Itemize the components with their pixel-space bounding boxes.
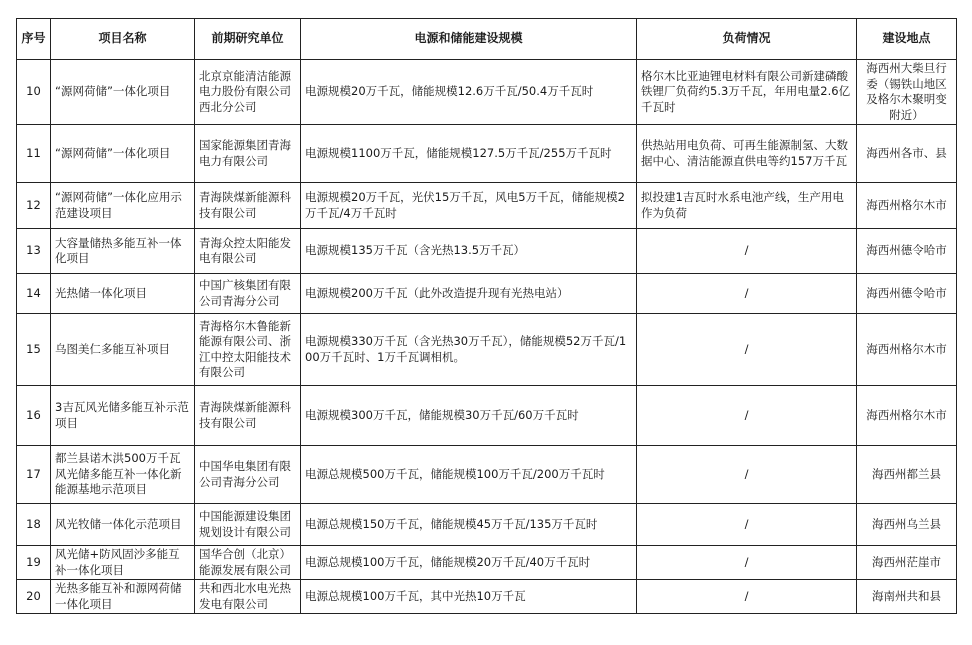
cell-project-name: 大容量储热多能互补一体化项目	[51, 229, 195, 274]
cell-no: 18	[17, 504, 51, 546]
cell-project-name: 乌图美仁多能互补项目	[51, 314, 195, 386]
cell-no: 17	[17, 446, 51, 504]
cell-scale: 电源总规模500万千瓦，储能规模100万千瓦/200万千瓦时	[301, 446, 637, 504]
cell-research-unit: 青海格尔木鲁能新能源有限公司、浙江中控太阳能技术有限公司	[195, 314, 301, 386]
cell-project-name: 3吉瓦风光储多能互补示范项目	[51, 386, 195, 446]
project-table	[16, 18, 957, 614]
cell-research-unit: 国华合创（北京）能源发展有限公司	[195, 546, 301, 580]
cell-load: /	[637, 274, 857, 314]
header-no: 序号	[17, 19, 51, 60]
cell-research-unit: 青海陕煤新能源科技有限公司	[195, 386, 301, 446]
cell-scale: 电源总规模100万千瓦，储能规模20万千瓦/40万千瓦时	[301, 546, 637, 580]
cell-load: /	[637, 546, 857, 580]
cell-no: 19	[17, 546, 51, 580]
cell-no: 13	[17, 229, 51, 274]
cell-project-name: 光热多能互补和源网荷储一体化项目	[51, 580, 195, 614]
cell-research-unit: 北京京能清洁能源电力股份有限公司西北分公司	[195, 60, 301, 125]
cell-scale: 电源规模20万千瓦，光伏15万千瓦，风电5万千瓦，储能规模2万千瓦/4万千瓦时	[301, 183, 637, 229]
cell-research-unit: 共和西北水电光热发电有限公司	[195, 580, 301, 614]
header-location: 建设地点	[857, 19, 957, 60]
cell-project-name: 风光牧储一体化示范项目	[51, 504, 195, 546]
cell-load: 供热站用电负荷、可再生能源制氢、大数据中心、清洁能源直供电等约157万千瓦	[637, 125, 857, 183]
table-row	[17, 504, 957, 546]
table-row	[17, 446, 957, 504]
cell-research-unit: 中国能源建设集团规划设计有限公司	[195, 504, 301, 546]
cell-load: /	[637, 580, 857, 614]
cell-no: 10	[17, 60, 51, 125]
table-row	[17, 60, 957, 125]
cell-project-name: “源网荷储”一体化应用示范建设项目	[51, 183, 195, 229]
cell-load: /	[637, 446, 857, 504]
cell-location: 海西州格尔木市	[857, 314, 957, 386]
cell-scale: 电源规模1100万千瓦，储能规模127.5万千瓦/255万千瓦时	[301, 125, 637, 183]
table-row	[17, 274, 957, 314]
cell-no: 16	[17, 386, 51, 446]
cell-project-name: 光热储一体化项目	[51, 274, 195, 314]
table-row	[17, 314, 957, 386]
cell-no: 11	[17, 125, 51, 183]
cell-project-name: 都兰县诺木洪500万千瓦风光储多能互补一体化新能源基地示范项目	[51, 446, 195, 504]
cell-research-unit: 国家能源集团青海电力有限公司	[195, 125, 301, 183]
cell-scale: 电源规模20万千瓦，储能规模12.6万千瓦/50.4万千瓦时	[301, 60, 637, 125]
cell-no: 12	[17, 183, 51, 229]
cell-load: /	[637, 314, 857, 386]
cell-load: 格尔木比亚迪锂电材料有限公司新建磷酸铁锂厂负荷约5.3万千瓦，年用电量2.6亿千瓦时	[637, 60, 857, 125]
table-row	[17, 183, 957, 229]
table-row	[17, 229, 957, 274]
cell-location: 海西州都兰县	[857, 446, 957, 504]
cell-location: 海西州乌兰县	[857, 504, 957, 546]
cell-scale: 电源总规模100万千瓦，其中光热10万千瓦	[301, 580, 637, 614]
cell-research-unit: 青海陕煤新能源科技有限公司	[195, 183, 301, 229]
cell-location: 海西州格尔木市	[857, 386, 957, 446]
header-research-unit: 前期研究单位	[195, 19, 301, 60]
cell-scale: 电源规模200万千瓦（此外改造提升现有光热电站）	[301, 274, 637, 314]
table-header-row	[17, 19, 957, 60]
cell-research-unit: 青海众控太阳能发电有限公司	[195, 229, 301, 274]
cell-scale: 电源规模330万千瓦（含光热30万千瓦），储能规模52万千瓦/100万千瓦时、1万千瓦调相机。	[301, 314, 637, 386]
cell-location: 海西州格尔木市	[857, 183, 957, 229]
cell-project-name: “源网荷储”一体化项目	[51, 125, 195, 183]
cell-location: 海西州德令哈市	[857, 274, 957, 314]
cell-scale: 电源规模135万千瓦（含光热13.5万千瓦）	[301, 229, 637, 274]
cell-load: /	[637, 229, 857, 274]
cell-project-name: 风光储+防风固沙多能互补一体化项目	[51, 546, 195, 580]
cell-load: /	[637, 386, 857, 446]
table-row	[17, 386, 957, 446]
cell-location: 海西州各市、县	[857, 125, 957, 183]
cell-research-unit: 中国华电集团有限公司青海分公司	[195, 446, 301, 504]
table-row	[17, 546, 957, 580]
header-load: 负荷情况	[637, 19, 857, 60]
cell-no: 20	[17, 580, 51, 614]
table-row	[17, 125, 957, 183]
header-scale: 电源和储能建设规模	[301, 19, 637, 60]
cell-no: 14	[17, 274, 51, 314]
cell-scale: 电源规模300万千瓦，储能规模30万千瓦/60万千瓦时	[301, 386, 637, 446]
cell-load: 拟投建1吉瓦时水系电池产线，生产用电作为负荷	[637, 183, 857, 229]
cell-scale: 电源总规模150万千瓦，储能规模45万千瓦/135万千瓦时	[301, 504, 637, 546]
cell-project-name: “源网荷储”一体化项目	[51, 60, 195, 125]
cell-location: 海西州大柴旦行委（锡铁山地区及格尔木聚明变附近）	[857, 60, 957, 125]
cell-load: /	[637, 504, 857, 546]
cell-location: 海西州茫崖市	[857, 546, 957, 580]
header-project-name: 项目名称	[51, 19, 195, 60]
project-table-page	[16, 18, 957, 614]
cell-location: 海西州德令哈市	[857, 229, 957, 274]
cell-location: 海南州共和县	[857, 580, 957, 614]
cell-research-unit: 中国广核集团有限公司青海分公司	[195, 274, 301, 314]
table-row	[17, 580, 957, 614]
cell-no: 15	[17, 314, 51, 386]
